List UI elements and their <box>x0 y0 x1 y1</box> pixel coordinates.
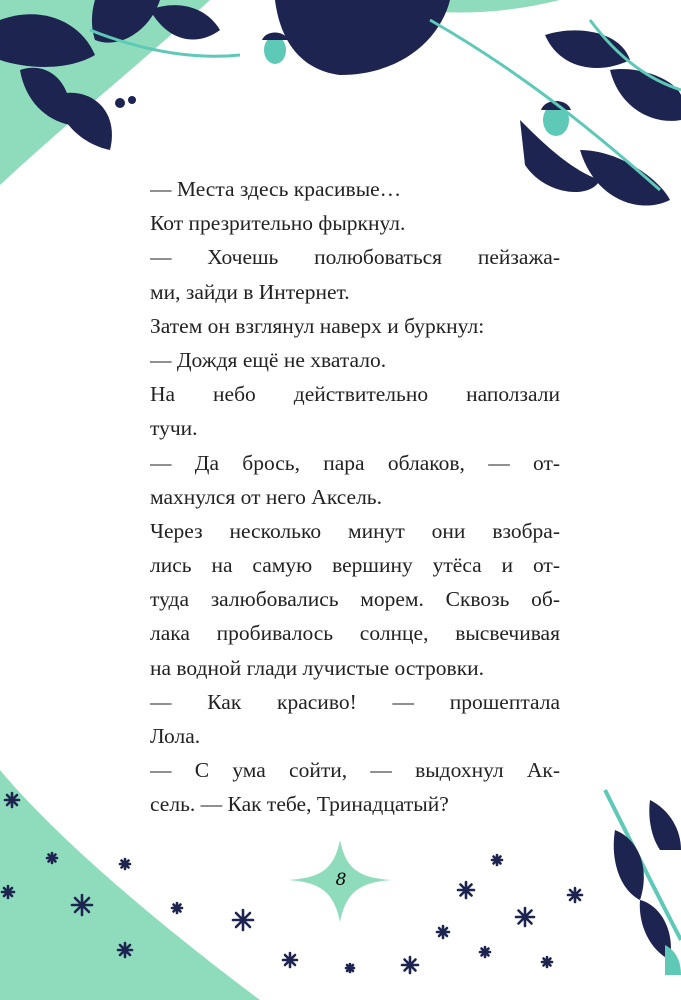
text-line: — Как красиво! — прошептала <box>150 689 560 714</box>
asterisk-star-icon <box>2 886 14 898</box>
text-line: — Дождя ещё не хватало. <box>150 347 387 372</box>
text-line: На небо действительно наползали <box>150 382 560 407</box>
text-line: Кот презрительно фыркнул. <box>150 211 406 236</box>
text-line: Лола. <box>150 724 201 748</box>
asterisk-star-icon <box>72 895 92 915</box>
asterisk-star-icon <box>542 957 552 967</box>
asterisk-star-icon <box>47 853 57 863</box>
asterisk-star-icon <box>402 957 418 973</box>
asterisk-star-icon <box>118 943 132 957</box>
top-right-mint-shape <box>440 0 560 13</box>
top-right-acorn <box>541 101 571 136</box>
asterisk-star-icon <box>346 964 354 972</box>
text-line: — Да брось, пара облаков, — от- <box>150 450 560 475</box>
text-line: туда залюбовались морем. Сквозь об- <box>150 587 560 612</box>
text-line: лись на самую вершину утёса и от- <box>150 553 560 578</box>
oak-leaf-icon <box>649 800 681 850</box>
text-line: на водной глади лучистые островки. <box>150 655 485 680</box>
text-line: — Хочешь полюбоваться пейзажа- <box>150 245 560 270</box>
oak-leaf-icon <box>275 0 450 75</box>
oak-leaf-icon <box>610 69 681 121</box>
top-left-acorn <box>262 33 288 65</box>
page-number: 8 <box>335 870 347 890</box>
asterisk-star-icon <box>5 793 19 807</box>
oak-leaf-icon <box>665 945 681 975</box>
oak-leaf-icon <box>614 830 644 900</box>
asterisk-star-icon <box>437 926 449 938</box>
text-line: Затем он взглянул наверх и буркнул: <box>150 313 485 338</box>
asterisk-star-icon <box>283 953 297 967</box>
text-line: Через несколько минут они взобра- <box>150 518 560 543</box>
text-line: махнулся от него Аксель. <box>150 484 382 509</box>
asterisk-star-icon <box>568 888 582 902</box>
asterisk-star-icon <box>480 947 490 957</box>
text-line: лака пробивалось солнце, высвечивая <box>150 621 560 646</box>
asterisk-star-icon <box>516 908 534 926</box>
asterisk-star-icon <box>458 882 474 898</box>
asterisk-star-icon <box>172 903 182 913</box>
text-line: — Места здесь красивые… <box>150 177 402 201</box>
text-line: сель. — Как тебе, Тринадцатый? <box>150 792 449 817</box>
text-line: — С ума сойти, — выдохнул Ак- <box>150 758 560 783</box>
acorn-icon <box>264 36 286 64</box>
body-text <box>150 172 560 822</box>
text-line: тучи. <box>150 416 198 441</box>
bottom-right-leaves <box>605 790 681 975</box>
asterisk-star-icon <box>233 910 253 930</box>
asterisk-star-icon <box>120 859 130 869</box>
asterisk-star-icon <box>492 855 502 865</box>
text-line: ми, зайди в Интернет. <box>150 279 350 304</box>
